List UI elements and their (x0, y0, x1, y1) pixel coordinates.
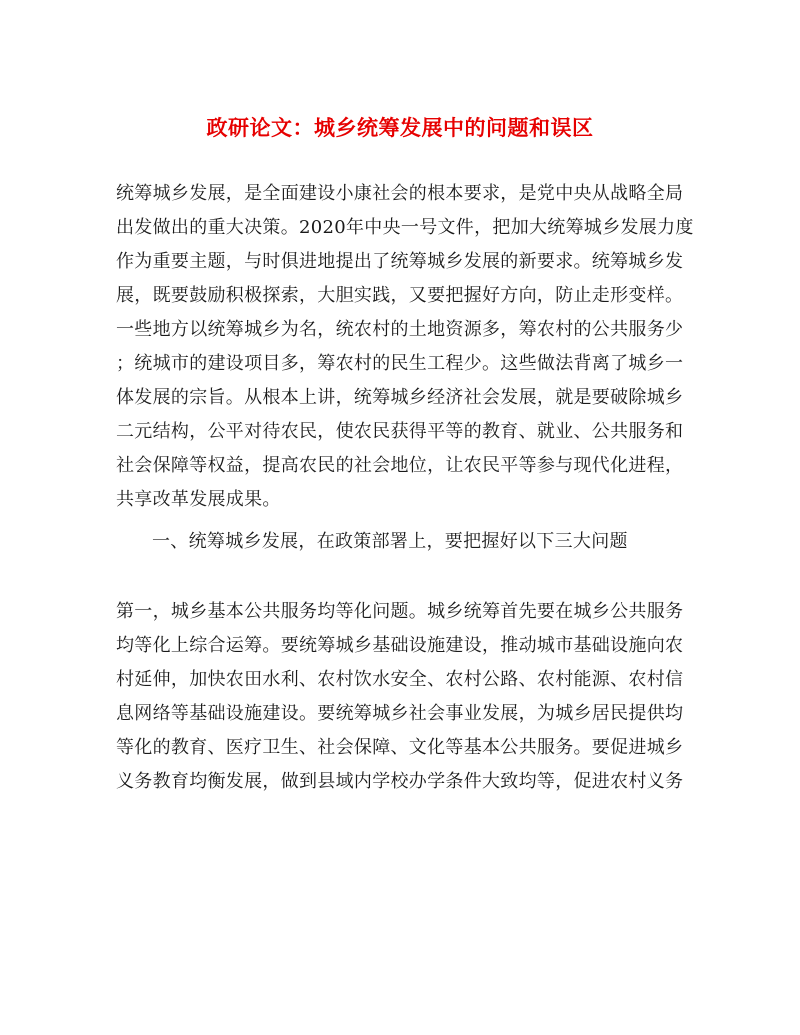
paragraph-1-line-7: 体发展的宗旨。从根本上讲，统筹城乡经济社会发展，就是要破除城乡 (116, 387, 684, 408)
paragraph-1-line-8: 二元结构，公平对待农民，使农民获得平等的教育、就业、公共服务和 (116, 421, 684, 442)
paragraph-1-line-6: ；统城市的建设项目多，筹农村的民生工程少。这些做法背离了城乡一 (116, 353, 684, 374)
section-heading: 一、统筹城乡发展，在政策部署上，要把握好以下三大问题 (152, 531, 628, 552)
paragraph-2-line-6: 义务教育均衡发展，做到县域内学校办学条件大致均等，促进农村义务 (116, 771, 684, 792)
paragraph-1-line-2: 出发做出的重大决策。2020年中央一号文件，把加大统筹城乡发展力度 (116, 217, 694, 238)
paragraph-2-line-2: 均等化上综合运筹。要统筹城乡基础设施建设，推动城市基础设施向农 (116, 635, 684, 656)
paragraph-1-line-4: 展，既要鼓励积极探索，大胆实践，又要把握好方向，防止走形变样。 (116, 285, 684, 306)
paragraph-2-line-3: 村延伸，加快农田水利、农村饮水安全、农村公路、农村能源、农村信 (116, 669, 684, 690)
paragraph-1-line-3: 作为重要主题，与时俱进地提出了统筹城乡发展的新要求。统筹城乡发 (116, 251, 684, 272)
paragraph-1-line-5: 一些地方以统筹城乡为名，统农村的土地资源多，筹农村的公共服务少 (116, 319, 684, 340)
paragraph-1-line-9: 社会保障等权益，提高农民的社会地位，让农民平等参与现代化进程， (116, 455, 684, 476)
paragraph-2-line-5: 等化的教育、医疗卫生、社会保障、文化等基本公共服务。要促进城乡 (116, 737, 684, 758)
paragraph-1-line-1: 统筹城乡发展，是全面建设小康社会的根本要求，是党中央从战略全局 (116, 183, 684, 204)
document-title: 政研论文：城乡统筹发展中的问题和误区 (206, 115, 594, 140)
paragraph-1-line-10: 共享改革发展成果。 (116, 489, 281, 510)
paragraph-2-line-4: 息网络等基础设施建设。要统筹城乡社会事业发展，为城乡居民提供均 (116, 703, 684, 724)
paragraph-2-line-1: 第一，城乡基本公共服务均等化问题。城乡统筹首先要在城乡公共服务 (116, 601, 684, 622)
